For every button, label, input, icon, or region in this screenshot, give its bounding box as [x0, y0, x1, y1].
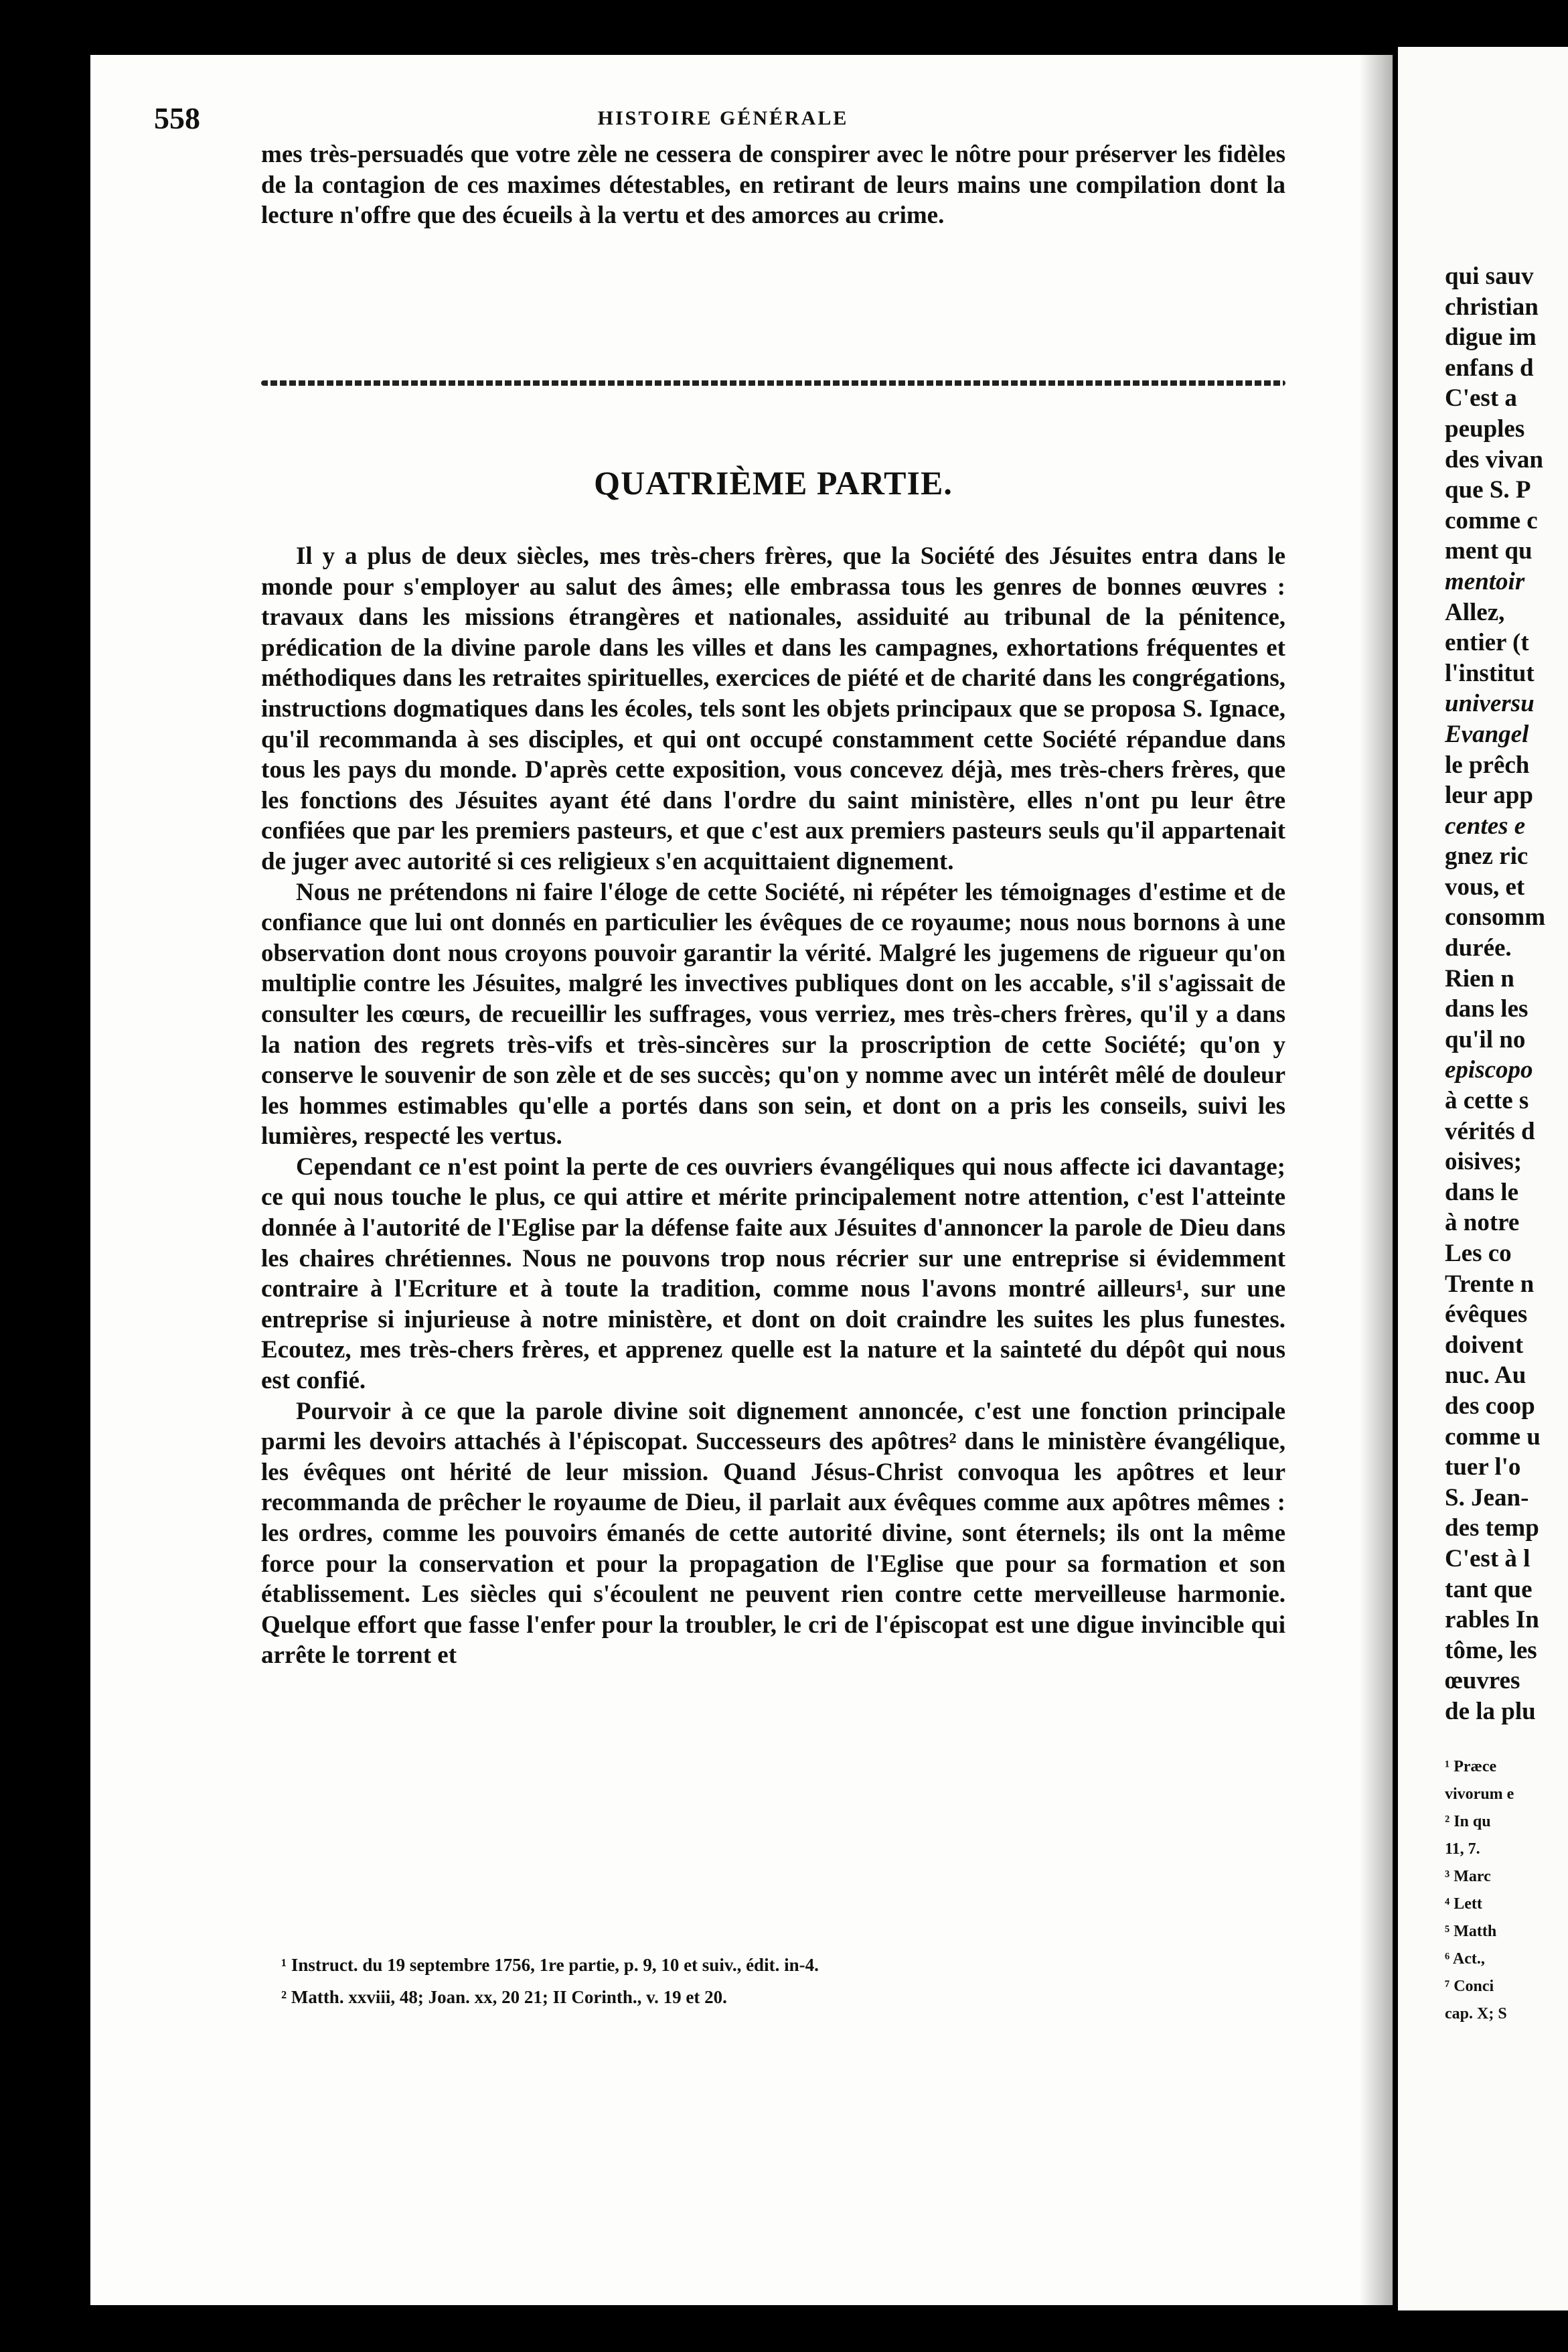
right-page-line: comme u: [1445, 1422, 1541, 1451]
right-page-line: comme c: [1445, 506, 1538, 534]
right-page-footnote: 11, 7.: [1445, 1840, 1480, 1858]
paragraph-1: Il y a plus de deux siècles, mes très-chers frères, que la Société des Jésuites entra dans le monde pour s'employer au salut des âmes; elle embrassa tous les genres de bonnes œuvres : travaux dans les missions étrangères et nationales, assiduité au tribunal de la pénitence, prédication de la divine parole dans les villes et dans les campagnes, exhortations fréquentes et méthodiques dans les retraites spirituelles, exercices de piété et de charité dans les congrégations, instructions dogmatiques dans les écoles, tels sont les objets principaux que se proposa S. Ignace, qu'il recommanda à ses disciples, et qui ont occupé constamment cette Société répandue dans tous les pays du monde. D'après cette exposition, vous concevez déjà, mes très-chers frères, que les fonctions des Jésuites ayant été dans l'ordre du saint ministère, elles n'ont pu leur être confiées que par les premiers pasteurs, et que c'est aux premiers pasteurs seuls qu'il appartenait de juger avec autorité si ces religieux s'en acquittaient dignement.: [261, 542, 1285, 875]
right-page-line: œuvres: [1445, 1667, 1520, 1695]
right-page-line: Evangel: [1445, 720, 1529, 748]
right-page-footnote: ⁷ Conci: [1445, 1978, 1494, 1995]
right-page-footnote: ³ Marc: [1445, 1868, 1491, 1885]
right-page-footnotes: [1445, 1753, 1565, 2028]
right-page: [1398, 47, 1568, 2310]
footnotes: [281, 1949, 1272, 2013]
intro-paragraph-block: [261, 139, 1285, 231]
footnote-1: ¹ Instruct. du 19 septembre 1756, 1re partie, p. 9, 10 et suiv., édit. in-4.: [281, 1955, 819, 1975]
right-page-line: entier (t: [1445, 629, 1529, 657]
right-page-line: tuer l'o: [1445, 1453, 1521, 1481]
page-number: 558: [154, 101, 200, 135]
right-page-line: de la plu: [1445, 1697, 1536, 1725]
right-page-line: C'est a: [1445, 384, 1517, 413]
right-page-line: des coop: [1445, 1392, 1535, 1420]
right-page-line: vous, et: [1445, 873, 1525, 901]
right-page-line: des vivan: [1445, 445, 1544, 473]
right-page-line: Trente n: [1445, 1270, 1535, 1298]
right-page-footnote: ⁴ Lett: [1445, 1895, 1482, 1913]
gutter-shadow: [1359, 47, 1399, 2310]
right-page-line: christian: [1445, 293, 1539, 321]
right-page-line: C'est à l: [1445, 1544, 1531, 1572]
right-page-line: l'institut: [1445, 659, 1535, 687]
right-page-line: ment qu: [1445, 537, 1533, 565]
right-page-line: universu: [1445, 690, 1535, 718]
right-page-line: qu'il no: [1445, 1025, 1526, 1053]
right-page-text: [1445, 261, 1565, 1727]
right-page-footnote: ² In qu: [1445, 1813, 1491, 1830]
right-page-line: leur app: [1445, 782, 1533, 810]
right-page-line: Allez,: [1445, 598, 1505, 626]
right-page-line: tôme, les: [1445, 1636, 1537, 1664]
right-page-line: centes e: [1445, 812, 1526, 840]
paragraph-4: Pourvoir à ce que la parole divine soit dignement annoncée, c'est une fonction principale parmi les devoirs attachés à l'épiscopat. Successeurs des apôtres² dans le ministère évangélique, les évêques ont hérité de leur mission. Quand Jésus-Christ convoqua les apôtres et leur recommanda de prêcher le royaume de Dieu, il parlait aux évêques comme aux apôtres mêmes : les ordres, comme les pouvoirs émanés de cette autorité divine, sont éternels; ils ont la même force pour la conservation et pour la propagation de l'Eglise que pour sa formation et son établissement. Les siècles qui s'écoulent ne peuvent rien contre cette merveilleuse harmonie. Quelque effort que fasse l'enfer pour la troubler, le cri de l'épiscopat est une digue invincible qui arrête le torrent et: [261, 1397, 1285, 1670]
right-page-line: à cette s: [1445, 1087, 1529, 1115]
right-page-line: episcopo: [1445, 1056, 1533, 1084]
right-page-footnote: vivorum e: [1445, 1785, 1514, 1803]
right-page-line: nuc. Au: [1445, 1362, 1526, 1390]
right-page-line: peuples: [1445, 415, 1525, 443]
right-page-line: le prêch: [1445, 751, 1530, 779]
right-page-footnote: cap. X; S: [1445, 2005, 1507, 2023]
right-page-line: dans le: [1445, 1178, 1519, 1206]
right-page-line: Les co: [1445, 1240, 1512, 1267]
right-page-line: rables In: [1445, 1606, 1539, 1634]
right-page-line: évêques: [1445, 1301, 1528, 1329]
right-page-line: vérités d: [1445, 1117, 1535, 1145]
right-page-line: consomm: [1445, 903, 1546, 932]
right-page-line: à notre: [1445, 1209, 1520, 1237]
right-page-line: durée.: [1445, 934, 1512, 962]
ornamental-divider: [261, 380, 1285, 386]
right-page-footnote: ¹ Præce: [1445, 1758, 1497, 1775]
paragraph-3: Cependant ce n'est point la perte de ces ouvriers évangéliques qui nous affecte ici davantage; ce qui nous touche le plus, ce qui attire et mérite principalement notre attention, c'est l'atteinte donnée à l'autorité de l'Eglise par la défense faite aux Jésuites d'annoncer la parole de Dieu dans les chaires chrétiennes. Nous ne pouvons trop nous récrier sur une entreprise si évidemment contraire à l'Ecriture et à toute la tradition, comme nous l'avons montré ailleurs¹, sur une entreprise si injurieuse à notre ministère, et dont on doit craindre les suites les plus funestes. Ecoutez, mes très-chers frères, et apprenez quelle est la nature et la sainteté du dépôt qui nous est confié.: [261, 1153, 1285, 1395]
right-page-footnote: ⁵ Matth: [1445, 1923, 1497, 1940]
right-page-line: gnez ric: [1445, 842, 1528, 871]
right-page-line: qui sauv: [1445, 263, 1534, 290]
right-page-line: que S. P: [1445, 476, 1531, 504]
running-title: HISTOIRE GÉNÉRALE: [597, 107, 849, 129]
right-page-line: digue im: [1445, 323, 1537, 352]
section-title: QUATRIÈME PARTIE.: [594, 464, 953, 502]
right-page-line: oisives;: [1445, 1148, 1522, 1176]
paragraph-2: Nous ne prétendons ni faire l'éloge de cette Société, ni répéter les témoignages d'estime et de confiance que lui ont donnés en particulier les évêques de ce royaume; nous nous bornons à une observation dont nous croyons pouvoir garantir la vérité. Malgré les jugemens de rigueur qu'on multiplie contre les Jésuites, malgré les invectives publiques dont on les accable, s'il s'agissait de consulter les cœurs, de recueillir les suffrages, vous verriez, mes très-chers frères, qu'il y a dans la nation des regrets très-vifs et très-sincères sur la proscription de cette Société; qu'on y conserve le souvenir de son zèle et de ses succès; qu'on y nomme avec un intérêt mêlé de douleur les hommes estimables qu'elle a portés dans son sein, et dont on a pris les conseils, suivi les lumières, respecté les vertus.: [261, 878, 1285, 1151]
right-page-line: dans les: [1445, 995, 1528, 1023]
running-header: [154, 100, 1292, 141]
right-page-line: enfans d: [1445, 354, 1534, 382]
right-page-line: doivent: [1445, 1331, 1524, 1359]
right-page-footnote: ⁶ Act.,: [1445, 1950, 1485, 1968]
right-page-line: S. Jean-: [1445, 1483, 1529, 1512]
right-page-line: tant que: [1445, 1575, 1533, 1603]
body-text: [261, 541, 1285, 1671]
right-page-line: des temp: [1445, 1514, 1539, 1542]
right-page-line: Rien n: [1445, 964, 1514, 993]
intro-paragraph: mes très-persuadés que votre zèle ne cessera de conspirer avec le nôtre pour préserver les fidèles de la contagion de ces maximes détestables, en retirant de leurs mains une compilation dont la lecture n'offre que des écueils à la vertu et des amorces au crime.: [261, 141, 1285, 230]
right-page-line: mentoir: [1445, 567, 1525, 595]
footnote-2: ² Matth. xxviii, 48; Joan. xx, 20 21; II Corinth., v. 19 et 20.: [281, 1987, 727, 2007]
